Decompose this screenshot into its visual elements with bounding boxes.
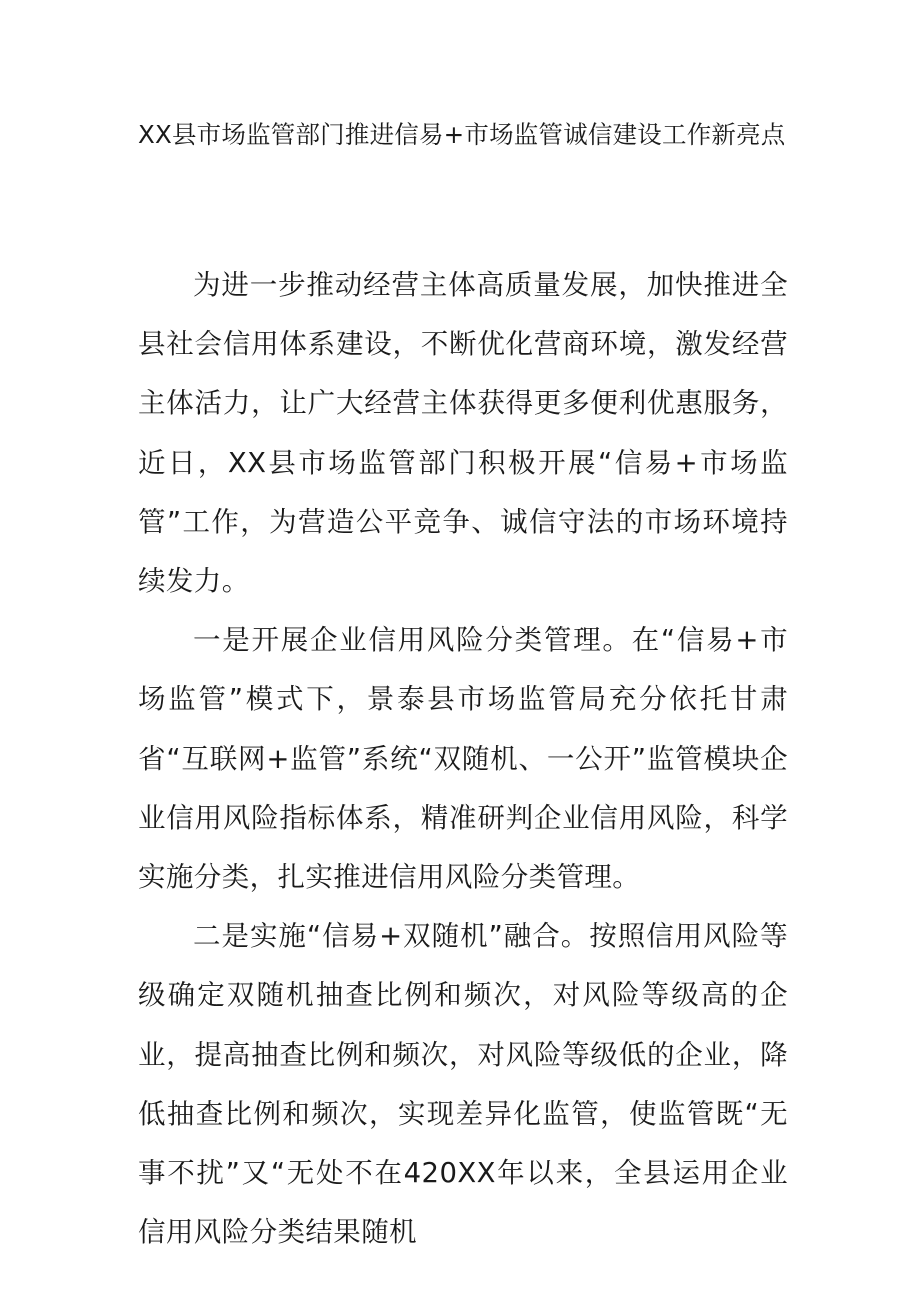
- document-body: [138, 256, 788, 1262]
- paragraph-credit-risk-classification: 一是开展企业信用风险分类管理。在“信易+市场监管”模式下，景泰县市场监管局充分依托甘肃省“互联网+监管”系统“双随机、一公开”监管模块企业信用风险指标体系，精准研判企业信用风险，科学实施分类，扎实推进信用风险分类管理。: [138, 624, 788, 894]
- document-title: XX县市场监管部门推进信易+市场监管诚信建设工作新亮点: [138, 120, 786, 149]
- paragraph-intro: 为进一步推动经营主体高质量发展，加快推进全县社会信用体系建设，不断优化营商环境，激发经营主体活力，让广大经营主体获得更多便利优惠服务，近日，XX县市场监管部门积极开展“信易+市场监管”工作，为营造公平竞争、诚信守法的市场环境持续发力。: [138, 269, 788, 598]
- paragraph-random-inspection-integration: 二是实施“信易+双随机”融合。按照信用风险等级确定双随机抽查比例和频次，对风险等级高的企业，提高抽查比例和频次，对风险等级低的企业，降低抽查比例和频次，实现差异化监管，使监管既“无事不扰”又“无处不在420XX年以来，全县运用企业信用风险分类结果随机: [138, 920, 788, 1249]
